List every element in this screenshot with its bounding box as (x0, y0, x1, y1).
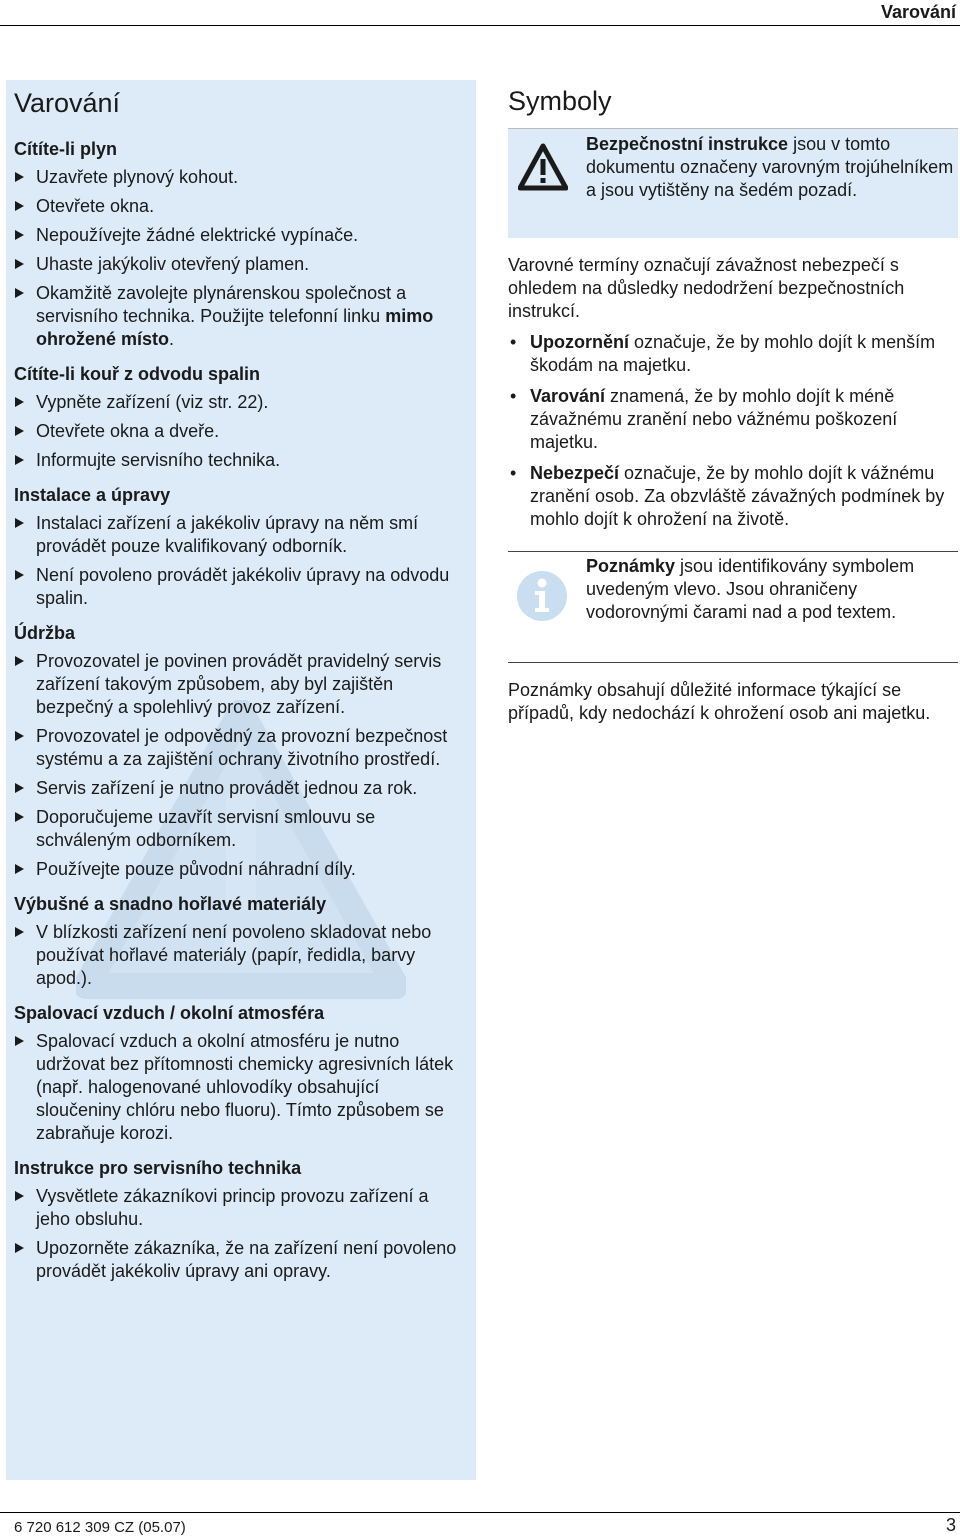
term-text: znamená, že by mohlo dojít k méně závažnému zranění nebo vážnému poškození majetku. (530, 386, 898, 452)
page-number: 3 (945, 1515, 956, 1535)
bullet-dot: • (510, 463, 517, 483)
triangle-bullet-icon (15, 656, 24, 666)
note-paragraph: Poznámky obsahují důležité informace týkající se případů, kdy nedochází k ohrožení osob ani majetku. (508, 680, 931, 723)
list-item-text: Doporučujeme uzavřít servisní smlouvu se schváleným odborníkem. (36, 807, 376, 850)
air-heading: Spalovací vzduch / okolní atmosféra (14, 1003, 325, 1023)
triangle-bullet-icon (15, 455, 24, 465)
triangle-bullet-icon (15, 288, 24, 298)
gas-heading: Cítíte-li plyn (14, 139, 117, 159)
bullet-dot: • (510, 386, 517, 406)
list-item (14, 1030, 464, 1145)
list-item (14, 806, 464, 852)
list-item-emphasis: mimo ohrožené místo (36, 306, 434, 349)
triangle-bullet-icon (15, 201, 24, 211)
list-item-text: Není povoleno provádět jakékoliv úpravy na odvodu spalin. (36, 565, 450, 608)
list-item (508, 462, 958, 531)
triangle-bullet-icon (15, 230, 24, 240)
list-item (14, 858, 464, 881)
triangle-bullet-icon (15, 1036, 24, 1046)
list-item-text: V blízkosti zařízení není povoleno skladovat nebo používat hořlavé materiály (papír, ředidla, barvy apod.). (36, 922, 432, 988)
triangle-bullet-icon (15, 864, 24, 874)
bullet-dot: • (510, 332, 517, 352)
term: Nebezpečí (530, 463, 620, 483)
list-item-text: Uzavřete plynový kohout. (36, 167, 239, 187)
list-item (14, 282, 464, 351)
list-item-text: Nepoužívejte žádné elektrické vypínače. (36, 225, 359, 245)
list-item-text: Provozovatel je odpovědný za provozní bezpečnost systému a za zajištění ochrany životního prostředí. (36, 726, 448, 769)
warning-triangle-icon (518, 143, 568, 191)
list-item (14, 1237, 464, 1283)
list-item (508, 385, 958, 454)
list-item (14, 253, 464, 276)
list-item (14, 564, 464, 610)
list-item-text: Instalaci zařízení a jakékoliv úpravy na něm smí provádět pouze kvalifikovaný odborník. (36, 513, 419, 556)
document-number: 6 720 612 309 CZ (05.07) (14, 1519, 186, 1536)
safety-bold: Bezpečnostní instrukce (586, 134, 789, 154)
triangle-bullet-icon (15, 812, 24, 822)
list-item (508, 331, 958, 377)
list-item (14, 921, 464, 990)
explosive-list (14, 921, 464, 990)
list-item (14, 449, 464, 472)
triangle-bullet-icon (15, 1243, 24, 1253)
list-item-text: Upozorněte zákazníka, že na zařízení není povoleno provádět jakékoliv úpravy ani opravy. (36, 1238, 457, 1281)
note-rest: jsou identifikovány symbolem uvedeným vlevo. Jsou ohraničeny vodorovnými čarami nad a pod textem. (586, 556, 915, 622)
safety-rest: jsou v tomto dokumentu označeny varovným trojúhelníkem a jsou vytištěny na šedém pozadí. (586, 134, 954, 200)
triangle-bullet-icon (15, 426, 24, 436)
page-footer (0, 1512, 960, 1539)
triangle-bullet-icon (15, 518, 24, 528)
running-header (0, 0, 960, 26)
list-item-text: Otevřete okna. (36, 196, 155, 216)
smoke-list (14, 391, 464, 472)
maintenance-heading: Údržba (14, 623, 76, 643)
list-item-text: Uhaste jakýkoliv otevřený plamen. (36, 254, 310, 274)
list-item-text: Otevřete okna a dveře. (36, 421, 220, 441)
list-item (14, 195, 464, 218)
list-item-text: Servis zařízení je nutno provádět jednou za rok. (36, 778, 418, 798)
triangle-bullet-icon (15, 397, 24, 407)
list-item (14, 777, 464, 800)
technician-list (14, 1185, 464, 1283)
warning-title: Varování (14, 88, 121, 118)
term-text: označuje, že by mohlo dojít k vážnému zranění osob. Za obzvláště závažných podmínek by mohlo dojít k ohrožení na životě. (530, 463, 945, 529)
safety-text (586, 133, 956, 202)
symbols-title: Symboly (508, 86, 612, 116)
list-item (14, 420, 464, 443)
warning-terms-list (508, 331, 958, 531)
list-item-text: Používejte pouze původní náhradní díly. (36, 859, 356, 879)
list-item-text: Informujte servisního technika. (36, 450, 281, 470)
note-text (586, 555, 956, 624)
note-box (508, 551, 958, 663)
maintenance-list (14, 650, 464, 881)
gas-list (14, 166, 464, 351)
list-item (14, 391, 464, 414)
term: Upozornění (530, 332, 629, 352)
running-title: Varování (880, 2, 956, 22)
note-bold: Poznámky (586, 556, 676, 576)
warning-box (6, 80, 476, 1480)
list-item-text: Okamžitě zavolejte plynárenskou společnost a servisního technika. Použijte telefonní linku (36, 283, 407, 326)
air-list (14, 1030, 464, 1145)
safety-instructions-box (508, 128, 958, 238)
symbols-section (508, 80, 958, 725)
triangle-bullet-icon (15, 927, 24, 937)
list-item (14, 512, 464, 558)
triangle-bullet-icon (15, 1191, 24, 1201)
list-item (14, 166, 464, 189)
warning-terms-intro: Varovné termíny označují závažnost nebezpečí s ohledem na důsledky nedodržení bezpečnostních instrukcí. (508, 255, 905, 321)
install-heading: Instalace a úpravy (14, 485, 171, 505)
explosive-heading: Výbušné a snadno hořlavé materiály (14, 894, 327, 914)
technician-heading: Instrukce pro servisního technika (14, 1158, 302, 1178)
triangle-bullet-icon (15, 731, 24, 741)
list-item-text: Vysvětlete zákazníkovi princip provozu zařízení a jeho obsluhu. (36, 1186, 429, 1229)
term: Varování (530, 386, 606, 406)
list-item-end: . (169, 329, 175, 349)
list-item (14, 1185, 464, 1231)
triangle-bullet-icon (15, 259, 24, 269)
list-item-text: Provozovatel je povinen provádět pravidelný servis zařízení takovým způsobem, aby byl zajištěn bezpečný a spolehlivý provoz zařízení. (36, 651, 442, 717)
term-text: označuje, že by mohlo dojít k menším škodám na majetku. (530, 332, 936, 375)
triangle-bullet-icon (15, 172, 24, 182)
install-list (14, 512, 464, 610)
info-icon (516, 570, 568, 622)
smoke-heading: Cítíte-li kouř z odvodu spalin (14, 364, 261, 384)
list-item (14, 725, 464, 771)
list-item-text: Spalovací vzduch a okolní atmosféru je nutno udržovat bez přítomnosti chemicky agresivních látek (např. halogenované uhlovodíky obsahující sloučeniny chlóru nebo fluoru). Tímto způsobem se zabraňuje korozi. (36, 1031, 454, 1143)
list-item (14, 650, 464, 719)
list-item-text: Vypněte zařízení (viz str. 22). (36, 392, 269, 412)
triangle-bullet-icon (15, 783, 24, 793)
triangle-bullet-icon (15, 570, 24, 580)
list-item (14, 224, 464, 247)
